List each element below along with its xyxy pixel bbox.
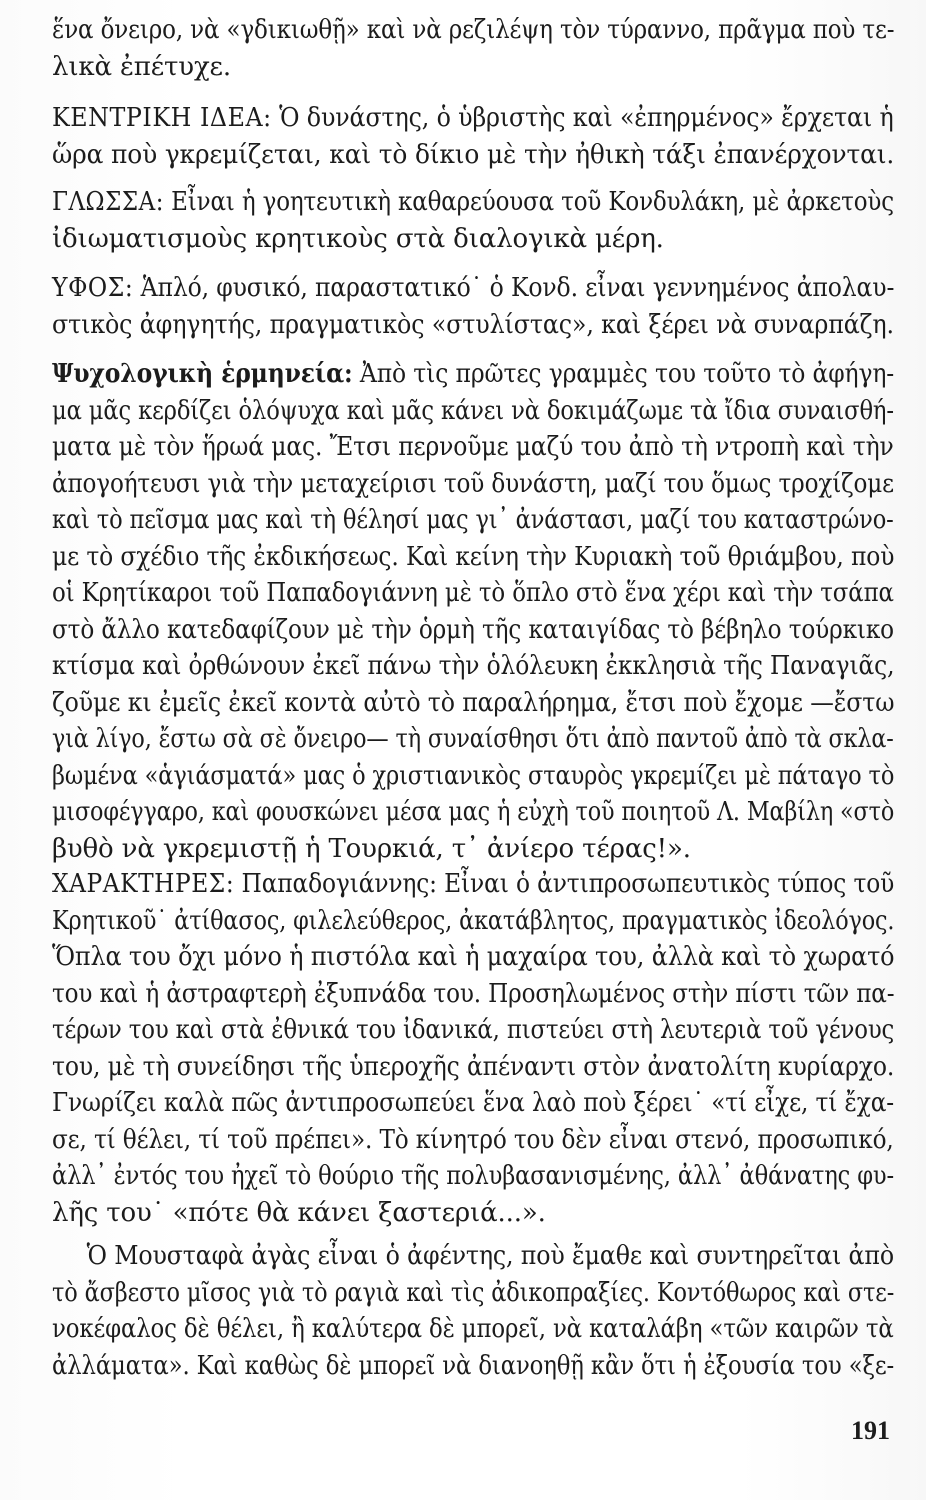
text-line: τὸ ἄσβεστο μῖσος γιὰ τὸ ραγιὰ καὶ τὶς ἀδικοπραξίες. Κοντόθωρος καὶ στε-: [52, 1277, 895, 1308]
text-line-with-heading: [52, 184, 894, 221]
text-line: καὶ τὸ πεῖσμα μας καὶ τὴ θέλησί μας γι᾿ ἀνάστασι, μαζί του καταστρώνο-: [52, 505, 894, 535]
paragraph-intro-end: [52, 12, 894, 85]
text-line: στὸ ἄλλο κατεδαφίζουν μὲ τὴν ὁρμὴ τῆς καταιγίδας τὸ βέβηλο τούρκικο: [52, 614, 894, 645]
section-heading: ΚΕΝΤΡΙΚΗ ΙΔΕΑ:: [52, 103, 272, 133]
text-line: ἕνα ὄνειρο, νὰ «γδικιωθῇ» καὶ νὰ ρεζιλέψη τὸν τύραννο, πρᾶγμα ποὺ τε-: [52, 15, 895, 45]
text-line: λῆς του˙ «πότε θὰ κάνει ξαστεριά...».: [52, 1197, 546, 1228]
section-heading: ΥΦΟΣ:: [52, 273, 134, 303]
paragraph-moustafa: [52, 1238, 894, 1384]
text-line-with-heading: [52, 356, 895, 393]
text-line: γιὰ λίγο, ἔστω σὰ σὲ ὄνειρο— τὴ συναίσθησι ὅτι ἀπὸ παντοῦ ἀπὸ τὰ σκλα-: [52, 724, 894, 754]
text-line: Κρητικοῦ˙ ἀτίθασος, φιλελεύθερος, ἀκατάβλητος, πραγματικὸς ἰδεολόγος.: [52, 905, 895, 936]
text-line: με τὸ σχέδιο τῆς ἐκδικήσεως. Καὶ κείνη τὴν Κυριακὴ τοῦ θριάμβου, ποὺ: [52, 541, 895, 572]
paragraph-psychologiki: [52, 356, 894, 867]
text-line: ἀλλάματα». Καὶ καθὼς δὲ μπορεῖ νὰ διανοηθῇ κἂν ὅτι ἡ ἐξουσία του «ξε-: [52, 1350, 895, 1381]
text-line: ἰδιωματισμοὺς κρητικοὺς στὰ διαλογικὰ μέρη.: [52, 223, 664, 254]
paragraph-yfos: [52, 270, 894, 343]
text-fragment: Ὁ δυνάστης, ὁ ὑβριστὴς καὶ «ἐπηρμένος» ἔρχεται ἡ: [271, 103, 894, 133]
text-line: του, μὲ τὴ συνείδησι τῆς ὑπεροχῆς ἀπέναντι στὸν ἀνατολίτη κυρίαρχο.: [52, 1051, 895, 1082]
text-fragment: Εἶναι ἡ γοητευτικὴ καθαρεύουσα τοῦ Κονδυλάκη, μὲ ἀρκετοὺς: [163, 187, 894, 217]
paragraph-charaktires: [52, 866, 894, 1231]
text-line: ματα μὲ τὸν ἥρωά μας. Ἔτσι περνοῦμε μαζύ του ἀπὸ τὴ ντροπὴ καὶ τὴν: [52, 432, 894, 462]
text-line-with-heading: [52, 100, 894, 137]
text-fragment: Ἀπὸ τὶς πρῶτες γραμμὲς του τοῦτο τὸ ἀφήγη-: [352, 359, 895, 389]
section-heading: ΓΛΩΣΣΑ:: [52, 187, 164, 217]
text-line: λικὰ ἐπέτυχε.: [52, 51, 231, 82]
page-number: 191: [851, 1416, 890, 1445]
text-line: μα μᾶς κερδίζει ὁλόψυχα καὶ μᾶς κάνει νὰ δοκιμάζωμε τὰ ἴδια συναισθή-: [52, 395, 894, 426]
text-line: ὥρα ποὺ γκρεμίζεται, καὶ τὸ δίκιο μὲ τὴν ἠθικὴ τάξι ἐπανέρχονται.: [52, 139, 895, 170]
text-line: βωμένα «ἁγιάσματά» μας ὁ χριστιανικὸς σταυρὸς γκρεμίζει μὲ πάταγο τὸ: [52, 760, 895, 791]
text-line: κτίσμα καὶ ὀρθώνουν ἐκεῖ πάνω τὴν ὁλόλευκη ἐκκλησιὰ τῆς Παναγιᾶς,: [52, 651, 895, 681]
section-heading: ΧΑΡΑΚΤΗΡΕΣ:: [52, 869, 235, 899]
paragraph-kentriki-idea: [52, 100, 894, 173]
section-heading: Ψυχολογικὴ ἑρμηνεία:: [52, 359, 353, 389]
text-fragment: Ἁπλό, φυσικό, παραστατικό˙ ὁ Κονδ. εἶναι γεννημένος ἀπολαυ-: [133, 273, 895, 303]
text-line: του καὶ ἡ ἀστραφτερὴ ἐξυπνάδα του. Προσηλωμένος στὴν πίστι τῶν πα-: [52, 978, 895, 1009]
text-line: οἱ Κρητίκαροι τοῦ Παπαδογιάννη μὲ τὸ ὅπλο στὸ ἕνα χέρι καὶ τὴν τσάπα: [52, 578, 894, 608]
text-line: ἀπογοήτευσι γιὰ τὴν μεταχείρισι τοῦ δυνάστη, μαζί του ὅμως τροχίζομε: [52, 468, 894, 499]
text-line: στικὸς ἀφηγητής, πραγματικὸς «στυλίστας», καὶ ξέρει νὰ συναρπάζη.: [52, 309, 894, 340]
text-line: τέρων του καὶ στὰ ἐθνικά του ἰδανικά, πιστεύει στὴ λευτεριὰ τοῦ γένους: [52, 1015, 895, 1045]
text-line: σε, τί θέλει, τί τοῦ πρέπει». Τὸ κίνητρό του δὲν εἶναι στενό, προσωπικό,: [52, 1124, 894, 1155]
text-line: ζοῦμε κι ἐμεῖς ἐκεῖ κοντὰ αὐτὸ τὸ παραλήρημα, ἔτσι ποὺ ἔχομε —ἔστω: [52, 687, 895, 718]
text-line: μισοφέγγαρο, καὶ φουσκώνει μέσα μας ἡ εὐχὴ τοῦ ποιητοῦ Λ. Μαβίλη «στὸ: [52, 797, 895, 827]
text-line-with-heading: [52, 270, 895, 307]
text-line: νοκέφαλος δὲ θέλει, ἢ καλύτερα δὲ μπορεῖ, νὰ καταλάβη «τῶν καιρῶν τὰ: [52, 1314, 894, 1344]
paragraph-glossa: [52, 184, 894, 257]
text-line: βυθὸ νὰ γκρεμιστῇ ἡ Τουρκιά, τ᾿ ἀνίερο τέρας!».: [52, 833, 691, 864]
text-line: ἀλλ᾿ ἐντός του ἠχεῖ τὸ θούριο τῆς πολυβασανισμένης, ἀλλ᾿ ἀθάνατης φυ-: [52, 1161, 894, 1191]
text-line: Γνωρίζει καλὰ πῶς ἀντιπροσωπεύει ἕνα λαὸ ποὺ ξέρει˙ «τί εἶχε, τί ἔχα-: [52, 1088, 895, 1118]
text-line-indented: Ὁ Μουσταφὰ ἀγὰς εἶναι ὁ ἀφέντης, ποὺ ἔμαθε καὶ συντηρεῖται ἀπὸ: [86, 1241, 894, 1271]
text-line-with-heading: [52, 866, 895, 903]
text-fragment: Παπαδογιάννης: Εἶναι ὁ ἀντιπροσωπευτικὸς τύπος τοῦ: [234, 869, 895, 899]
text-line: Ὅπλα του ὄχι μόνο ἡ πιστόλα καὶ ἡ μαχαίρα του, ἀλλὰ καὶ τὸ χωρατό: [52, 942, 895, 972]
